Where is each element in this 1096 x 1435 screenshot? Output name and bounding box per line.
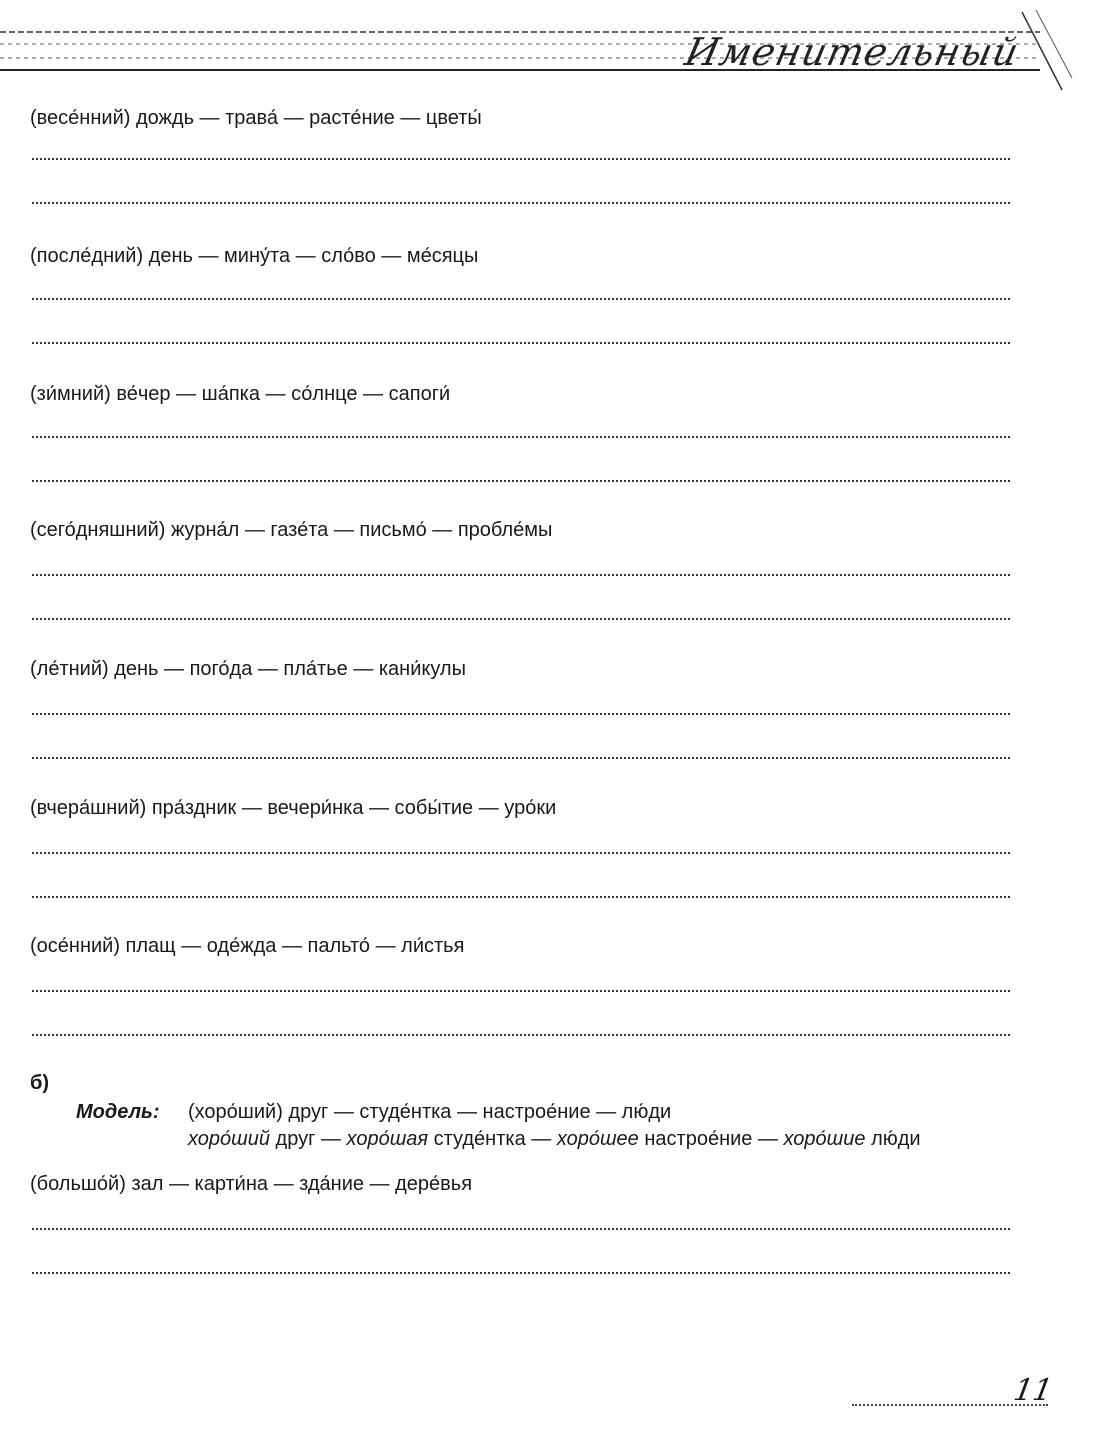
model-label: Модель: xyxy=(76,1101,160,1123)
exercise-prompt: (ле́тний) день — пого́да — пла́тье — кани́кулы xyxy=(30,658,466,680)
model-answer-part: хоро́шие xyxy=(783,1128,866,1150)
exercise-prompt: (осе́нний) плащ — оде́жда — пальто́ — ли́стья xyxy=(30,935,465,957)
page-header xyxy=(0,0,1096,100)
answer-line[interactable] xyxy=(32,436,1010,438)
answer-line[interactable] xyxy=(32,480,1010,482)
answer-line[interactable] xyxy=(32,713,1010,715)
case-title: Именительный xyxy=(680,30,1023,74)
answer-line[interactable] xyxy=(32,852,1010,854)
page-number: 11 xyxy=(1010,1373,1056,1408)
model-answer-part: друг — xyxy=(270,1128,347,1150)
model-example-prompt: (хоро́ший) друг — студе́нтка — настрое́ние — лю́ди xyxy=(188,1101,672,1123)
model-answer-part: лю́ди xyxy=(865,1128,921,1150)
section-b-label: б) xyxy=(30,1072,50,1094)
exercise-prompt: (большо́й) зал — карти́на — зда́ние — дере́вья xyxy=(30,1173,473,1195)
exercise-prompt: (сего́дняшний) журна́л — газе́та — письмо́ — пробле́мы xyxy=(30,519,553,541)
model-answer-part: хоро́шая xyxy=(346,1128,429,1150)
answer-line[interactable] xyxy=(32,757,1010,759)
answer-line[interactable] xyxy=(32,896,1010,898)
answer-line[interactable] xyxy=(32,618,1010,620)
exercise-prompt: (зи́мний) ве́чер — ша́пка — со́лнце — сапоги́ xyxy=(30,383,451,405)
model-answer-part: студе́нтка — xyxy=(428,1128,557,1150)
answer-line[interactable] xyxy=(32,342,1010,344)
model-answer-part: хоро́шее xyxy=(556,1128,639,1150)
answer-line[interactable] xyxy=(32,1034,1010,1036)
answer-line[interactable] xyxy=(32,298,1010,300)
answer-line[interactable] xyxy=(32,1228,1010,1230)
model-answer-part: хоро́ший xyxy=(188,1128,270,1150)
exercise-prompt: (весе́нний) дождь — трава́ — расте́ние — цветы́ xyxy=(30,107,482,129)
answer-line[interactable] xyxy=(32,158,1010,160)
answer-line[interactable] xyxy=(32,1272,1010,1274)
model-example-answer xyxy=(188,1128,921,1151)
exercise-prompt: (вчера́шний) пра́здник — вечери́нка — собы́тие — уро́ки xyxy=(30,797,557,819)
model-answer-part: настрое́ние — xyxy=(638,1128,784,1150)
answer-line[interactable] xyxy=(32,202,1010,204)
answer-line[interactable] xyxy=(32,574,1010,576)
exercise-prompt: (после́дний) день — мину́та — сло́во — ме́сяцы xyxy=(30,245,479,267)
footer-rule xyxy=(852,1404,1048,1406)
answer-line[interactable] xyxy=(32,990,1010,992)
